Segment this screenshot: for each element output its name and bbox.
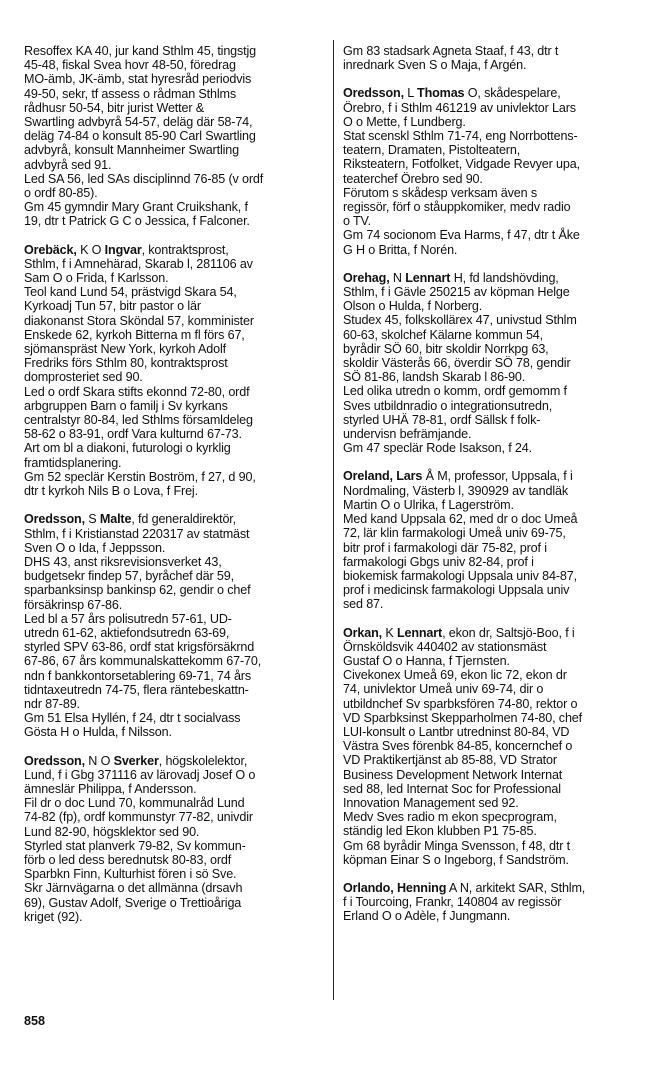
entry-paragraph: Fil dr o doc Lund 70, kommunalråd Lund 74-82 (fp), ordf kommunstyr 77-82, univdir Lund 82-90, högsklektor sed 90. [24,796,253,839]
surname: Oredsson, [343,86,404,101]
entry-paragraph: Förutom s skådesp verksam även s regissör, förf o ståuppkomiker, medv radio o TV. [343,185,571,229]
column-divider [333,40,334,1000]
entry-paragraph: Led o ordf Skara stifts ekonnd 72-80, ordf arbgruppen Barn o familj i Sv kyrkans centralstyr 80-84, led Sthlms församldeleg 58-62 o 83-91, ordf Vara kulturnd 67-73. Art om bl a diakoni, futurologi o kyrklig framtidsplanering. [24,384,253,470]
biography-entry [343,626,648,867]
entry-paragraph: Gm 83 stadsark Agneta Staaf, f 43, dtr t inrednark Sven S o Maja, f Argén. [343,44,559,73]
entry-paragraph: Gm 51 Elsa Hyllén, f 24, dtr t socialvass Gösta H o Hulda, f Nilsson. [24,711,241,740]
entry-paragraph: Led olika utredn o komm, ordf gemomm f Sves utbildnradio o integrationsutredn, styrled UHÄ 78-81, ordf Sällsk f folk- undervisn befrämjande. [343,384,567,442]
entry-intro: H, fd landshövding, Sthlm, f i Gävle 250215 av köpman Helge Olson o Hulda, f Norberg. [343,270,570,314]
biography-entry [343,881,648,924]
entry-intro: , ekon dr, Saltsjö-Boo, f i Örnsköldsvik 440402 av stationsmäst Gustaf O o Hanna, f Tjernsten. [343,625,575,668]
given-name: Lars [396,469,423,484]
initials: S [84,512,100,527]
initials: K O [76,242,105,257]
initials: K [382,625,397,640]
entry-heading [343,271,648,314]
given-name: Lennart [405,270,451,285]
entry-paragraph: Med kand Uppsala 62, med dr o doc Umeå 72, lär klin farmakologi Umeå univ 69-75, bitr prof i farmakologi där 75-82, prof i farmakologi Gbgs univ 82-84, prof i biokemisk farmakologi Uppsala univ 84-87, prof i medicinsk farmakologi Uppsala univ sed 87. [343,512,578,612]
entry-intro: A N, arkitekt SAR, Sthlm, f i Tourcoing, Frankr, 140804 av regissör Erland O o Adèle, f Jungmann. [343,880,586,924]
entry-heading [24,512,324,555]
left-column [24,44,324,938]
surname: Orehag, [343,270,390,285]
entry-heading [343,881,648,924]
surname: Oredsson, [24,512,85,527]
entry-paragraph: Gm 74 socionom Eva Harms, f 47, dtr t Åke G H o Britta, f Norén. [343,228,580,257]
entry-paragraph: DHS 43, anst riksrevisionsverket 43, budgetsekr findep 57, byråchef där 59, sparbanksinsp bankinsp 62, gendir o chef försäkrinsp 67-86. [24,554,251,612]
entry-paragraph: Styrled stat planverk 79-82, Sv kommun- förb o led dess berednutsk 80-83, ordf Sparbkn Finn, Kulturhist fören i sö Sve. Skr Järnvägarna o det allmänna (drsavh 69), Gustav Adolf, Sverige o Trettioåriga kriget (92). [24,838,246,924]
given-name: Henning [396,880,447,895]
page-number: 858 [24,1014,46,1028]
entry-paragraph: Led SA 56, led SAs disciplinnd 76-85 (v ordf o ordf 80-85). [24,171,264,201]
initials: L [403,86,418,101]
biography-entry [343,271,648,456]
initials: N O [84,753,114,768]
given-name: Thomas [417,86,465,101]
biography-entry [343,469,648,611]
entry-heading [24,243,324,286]
entry-paragraph: Resoffex KA 40, jur kand Sthlm 45, tingstjg 45-48, fiskal Svea hovr 48-50, föredrag MO-ämb, JK-ämb, stat hyresråd periodvis 49-50, sekr, tf assess o rådman Sthlms rådhusr 50-54, bitr jurist Wetter & Swartling advbyrå 54-57, deläg där 58-74, deläg 74-84 o konsult 85-90 Carl Swartling advbyrå, konsult Mannheimer Swartling advbyrå sed 91. [24,44,257,172]
entry-paragraph: Stat scenskl Sthlm 71-74, eng Norrbottens- teatern, Dramaten, Pistolteatern, Riksteatern, Fotfolket, Vidgade Revyer upa, teaterchef Örebro sed 90. [343,129,580,186]
right-column [343,44,648,938]
entry-heading [343,469,648,512]
entry-heading [24,754,324,797]
entry-paragraph: Teol kand Lund 54, prästvigd Skara 54, Kyrkoadj Tun 57, bitr pastor o lär diakonanst Stora Sköndal 57, komminister Enskede 62, kyrkoh Bitterna m fl förs 67, sjömanspräst New York, kyrkoh Adolf Fredriks förs Sthlm 80, kontraktsprost domprosteriet sed 90. [24,285,254,385]
given-name: Sverker [113,753,159,768]
entry-paragraph: Medv Sves radio m ekon specprogram, ständig led Ekon klubben P1 75-85. [343,810,557,839]
surname: Oreland, [343,469,393,484]
entry-paragraph: Studex 45, folkskollärex 47, univstud Sthlm 60-63, skolchef Kälarne kommun 54, byrådir SÖ 60, bitr skoldir Norrkpg 63, skoldir Västerås 66, överdir SÖ 78, gendir SÖ 81-86, landsh Skarab l 86-90. [343,313,577,385]
entry-intro: , kontraktsprost, Sthlm, f i Amnehärad, Skarab l, 281106 av Sam O o Frida, f Karlsson. [24,242,253,286]
surname: Orebäck, [24,242,77,257]
given-name: Malte [99,512,132,527]
surname: Orkan, [343,625,382,640]
given-name: Ingvar [104,242,142,257]
biography-entry [24,44,324,229]
entry-paragraph: Led bl a 57 års polisutredn 57-61, UD- utredn 61-62, aktiefondsutredn 63-69, styrled SPV 63-86, ordf stat krigsförsäkrnd 67-86, 67 års kommunalskattekomm 67-70, ndn f bankkontorsetablering 69-71, 74 års tidntaxeutredn 74-75, flera räntebeskattn- ndr 87-89. [24,611,262,711]
entry-intro: Å M, professor, Uppsala, f i Nordmaling, Västerb l, 390929 av tandläk Martin O o Ulrika, f Lagerström. [343,469,573,512]
biography-entry [24,512,324,739]
entry-paragraph: Gm 47 speclär Rode Isakson, f 24. [343,441,532,456]
entry-paragraph: Gm 52 speclär Kerstin Boström, f 27, d 90, dtr t kyrkoh Nils B o Lova, f Frej. [24,469,256,499]
entry-intro: , fd generaldirektör, Sthlm, f i Kristianstad 220317 av statmäst Sven O o Ida, f Jeppsson. [24,512,250,555]
biography-entry [24,754,324,924]
biography-entry [343,44,648,72]
entry-heading [343,86,648,129]
entry-intro: O, skådespelare, Örebro, f i Sthlm 461219 av univlektor Lars O o Mette, f Lundberg. [343,86,576,129]
surname: Oredsson, [24,753,85,768]
entry-paragraph: Civekonex Umeå 69, ekon lic 72, ekon dr 74, univlektor Umeå univ 69-74, dir o utbildnchef Sv sparbksfören 74-80, rektor o VD Sparbksinst Skepparholmen 74-80, chef LUI-konsult o Lantbr utredninst 80-84, VD Västra Sves förenbk 84-85, koncernchef o VD Praktikertjänst ab 85-88, VD Strator Business Development Network Internat sed 88, led Internat Soc for Professional Innovation Management sed 92. [343,668,583,810]
surname: Orlando, [343,880,394,895]
biography-entry [24,243,324,499]
initials: N [389,270,406,285]
entry-paragraph: Gm 68 byrådir Minga Svensson, f 48, dtr t köpman Einar S o Ingeborg, f Sandström. [343,838,570,867]
entry-paragraph: Gm 45 gymndir Mary Grant Cruikshank, f 19, dtr t Patrick G C o Jessica, f Falconer. [24,200,250,229]
entry-heading [343,626,648,669]
entry-intro: , högskolelektor, Lund, f i Gbg 371116 av lärovadj Josef O o ämneslär Philippa, f Andersson. [24,753,256,796]
given-name: Lennart [396,625,443,640]
biography-entry [343,86,648,256]
